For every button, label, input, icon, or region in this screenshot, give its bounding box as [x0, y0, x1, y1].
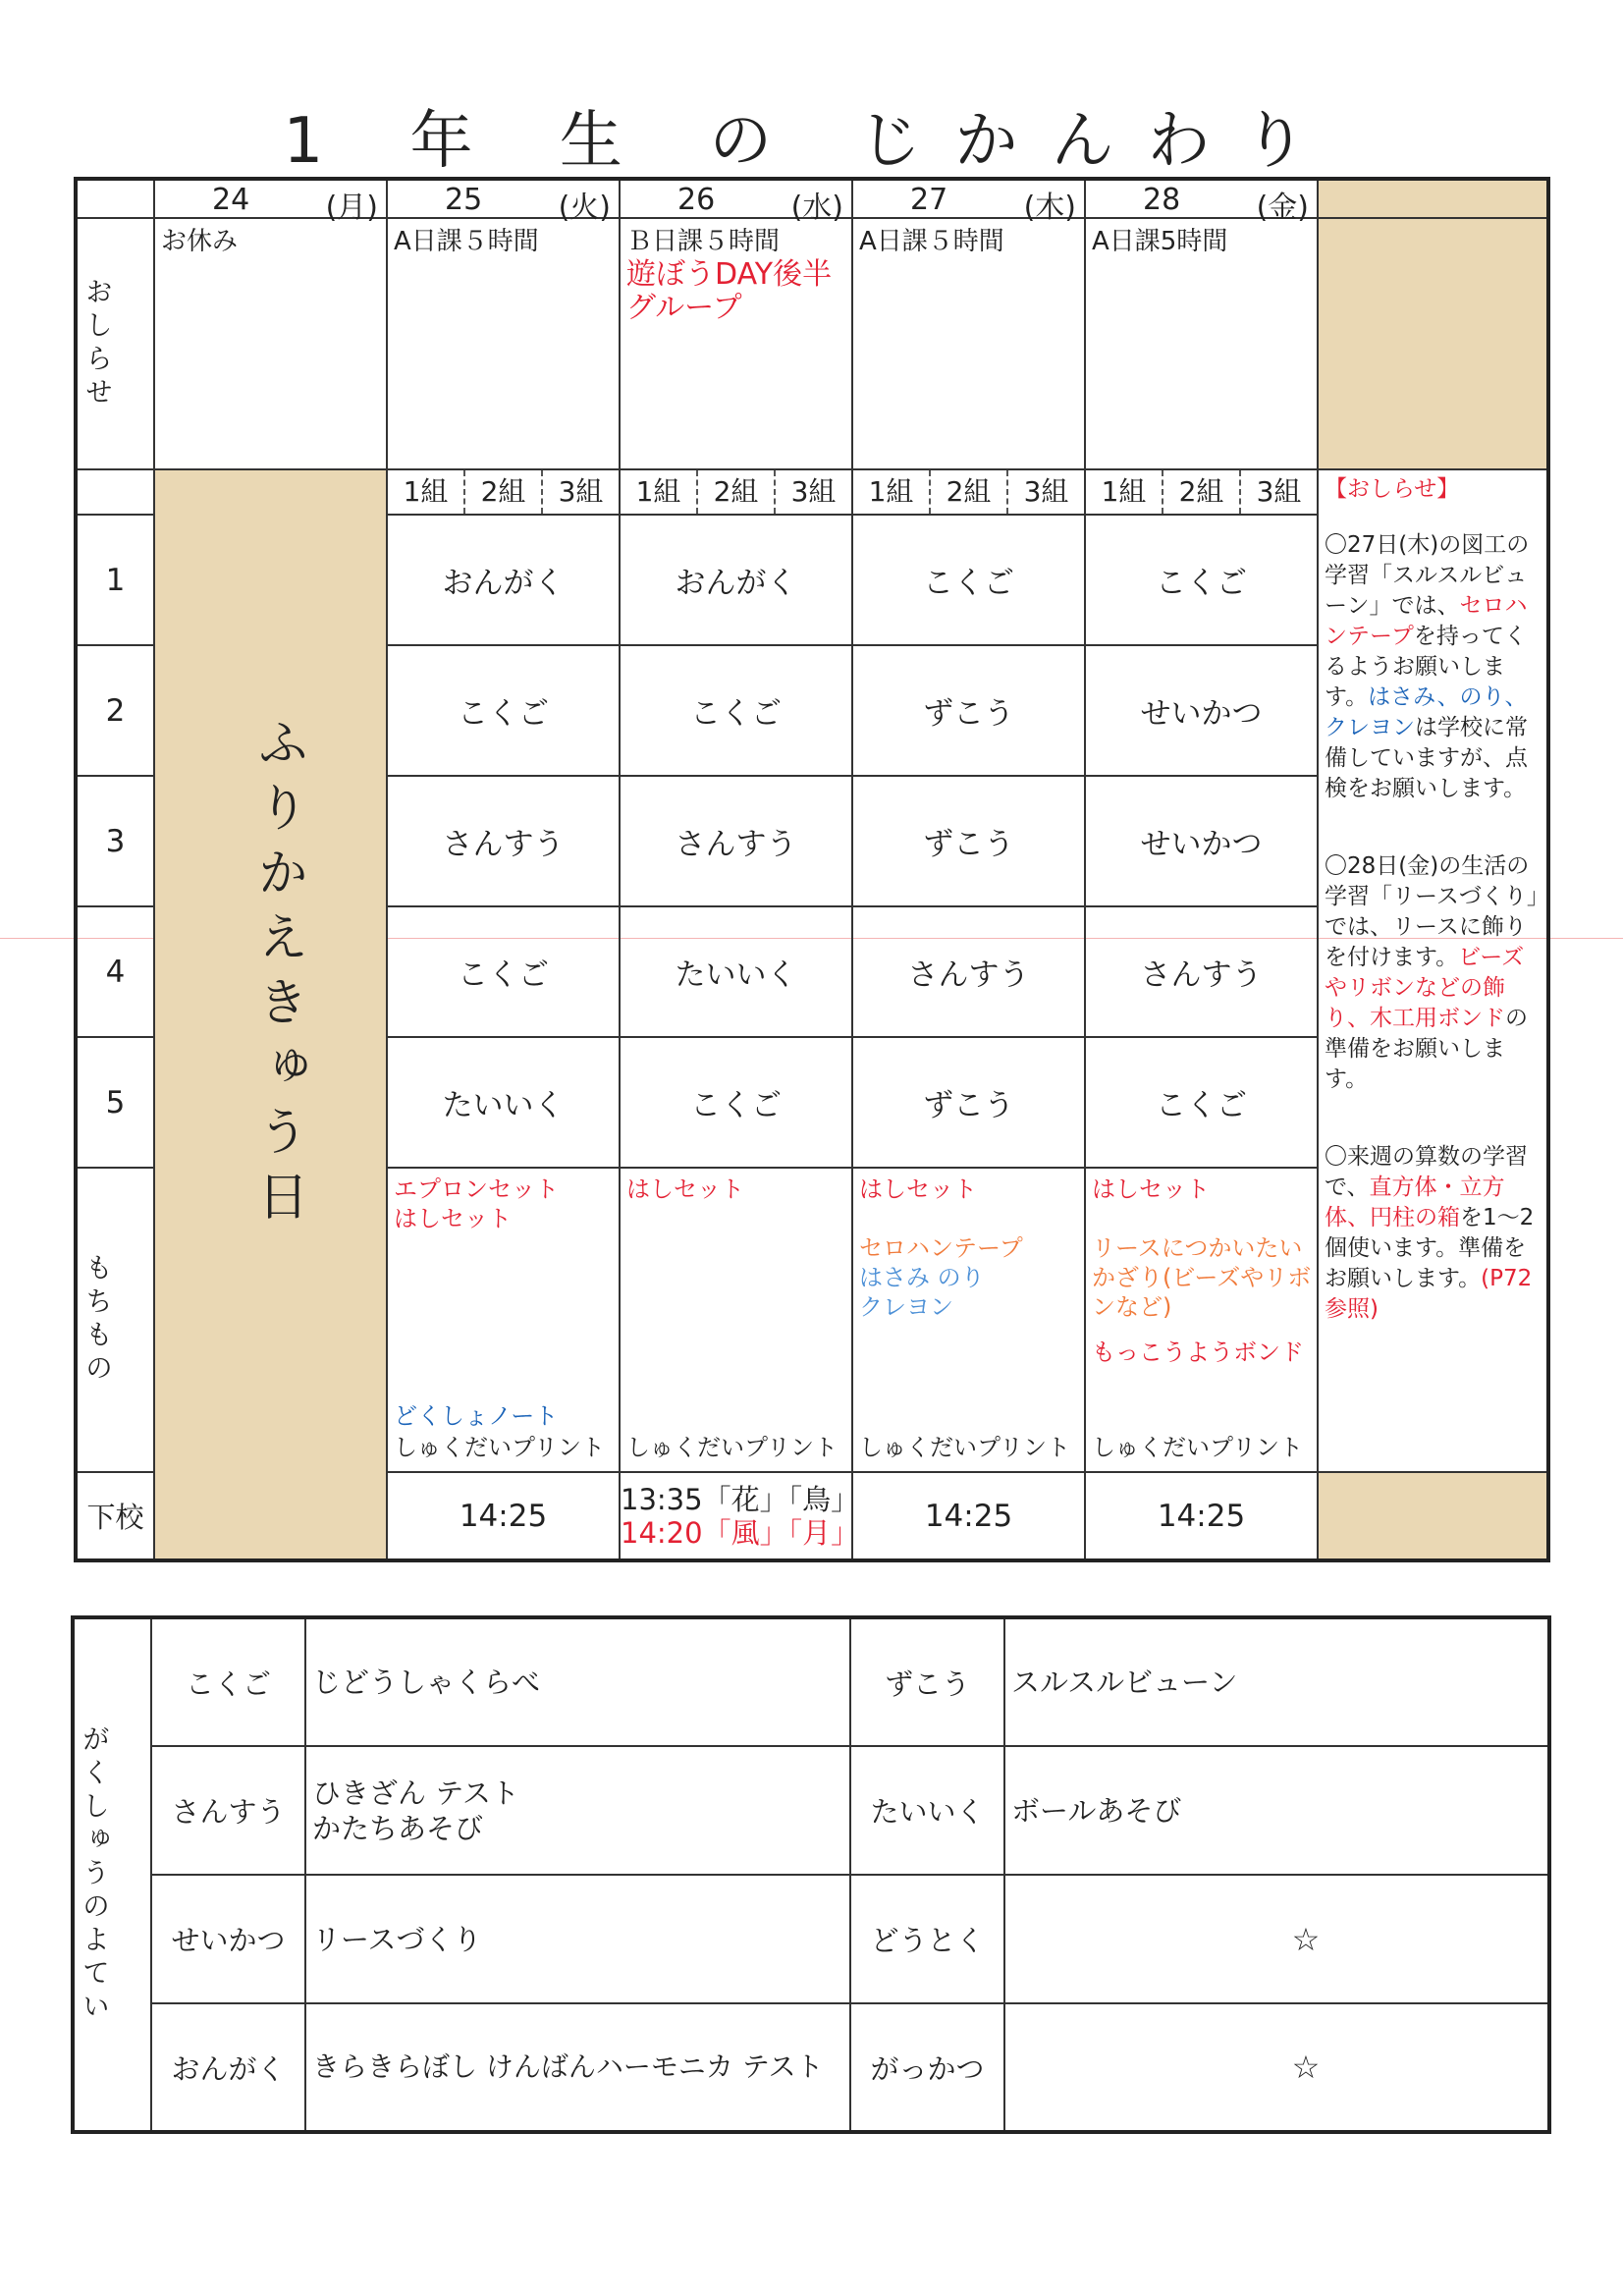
day-mon: 24 (月) [154, 179, 387, 218]
notes-text: 【おしらせ】 〇27日(木)の図工の学習「スルスルビューン」では、セロハンテープを持ってくるようお願いします。はさみ、のり、クレヨンは学校に常備していますが、点検をお願いします。 〇28日(金)の生活の学習「リースづくり」では、リースに飾りを付けます。ビーズやリボンなどの飾り、木工用ボンドの準備をお願いします。 〇来週の算数の学習で、直方体・立方体、円柱の箱を1～2個使います。準備をお願いします。(P72参照) [1325, 476, 1539, 1322]
ann-tue: A日課５時間 [387, 218, 620, 469]
day-fri: 28 (金) [1085, 179, 1318, 218]
dismissal-side-blank [1318, 1472, 1548, 1560]
groups-tue: 1組 2組 3組 [387, 469, 620, 515]
row-label-oshirase: おしらせ [76, 218, 154, 469]
page-title: 1 年 生 の じかんわり [283, 105, 1340, 178]
announcement-row [76, 218, 1548, 469]
learning-plan-table [71, 1615, 1551, 2134]
day-wed: 26 (水) [620, 179, 852, 218]
plan-label: がくしゅうのよてい [73, 1617, 151, 2132]
bring-wed: はしセット しゅくだいプリント [620, 1168, 852, 1472]
corner-cell [76, 179, 154, 218]
group-header-row [76, 469, 1548, 515]
weekly-timetable [74, 177, 1550, 1562]
ann-mon: お休み [154, 218, 387, 469]
monday-holiday-cell [154, 469, 387, 1560]
bring-fri: はしセット リースにつかいたいかざり(ビーズやリボンなど) もっこうようボンド しゅくだいプリント [1085, 1168, 1318, 1472]
groups-thu: 1組 2組 3組 [852, 469, 1085, 515]
groups-fri: 1組 2組 3組 [1085, 469, 1318, 515]
period-row: 1 おんがく おんがく こくご こくご [76, 515, 1548, 645]
group-corner [76, 469, 154, 515]
dismissal-fri: 14:25 [1085, 1472, 1318, 1560]
plan-row: がくしゅうのよてい こくご じどうしゃくらべ ずこう スルスルビューン [73, 1617, 1549, 1746]
bring-thu: はしセット セロハンテープ はさみ のり クレヨン しゅくだいプリント [852, 1168, 1085, 1472]
star-icon: ☆ [1004, 1875, 1549, 2003]
day-thu: 27 (木) [852, 179, 1085, 218]
dismissal-wed: 13:35「花」「鳥」 14:20「風」「月」 [620, 1472, 852, 1560]
period-row: 4 こくご たいいく さんすう さんすう [76, 906, 1548, 1037]
groups-wed: 1組 2組 3組 [620, 469, 852, 515]
plan-row: せいかつ リースづくり どうとく ☆ [73, 1875, 1549, 2003]
period-row: 5 たいいく こくご ずこう こくご [76, 1037, 1548, 1168]
row-label-mochimono: もちもの [76, 1168, 154, 1472]
notes-header-blank [1318, 179, 1548, 218]
plan-row: おんがく きらきらぼし けんばんハーモニカ テスト がっかつ ☆ [73, 2003, 1549, 2132]
dismissal-thu: 14:25 [852, 1472, 1085, 1560]
notes-cell [1318, 469, 1548, 1472]
day-header-row [76, 179, 1548, 218]
ann-thu: A日課５時間 [852, 218, 1085, 469]
star-icon: ☆ [1004, 2003, 1549, 2132]
dismissal-row: 下校 14:25 13:35「花」「鳥」 14:20「風」「月」 14:25 14:25 [76, 1472, 1548, 1560]
bring-tue: エプロンセット はしセット どくしょノート しゅくだいプリント [387, 1168, 620, 1472]
dismissal-tue: 14:25 [387, 1472, 620, 1560]
period-row: 3 さんすう さんすう ずこう せいかつ [76, 776, 1548, 906]
plan-row: さんすう ひきざん テスト かたちあそび たいいく ボールあそび [73, 1746, 1549, 1875]
monday-holiday-label: ふりかえきゅう日 [248, 716, 307, 1234]
ann-side-blank [1318, 218, 1548, 469]
ann-fri: A日課5時間 [1085, 218, 1318, 469]
period-row: 2 こくご こくご ずこう せいかつ [76, 645, 1548, 776]
ann-wed: Ｂ日課５時間 遊ぼうDAY後半グループ [620, 218, 852, 469]
day-tue: 25 (火) [387, 179, 620, 218]
